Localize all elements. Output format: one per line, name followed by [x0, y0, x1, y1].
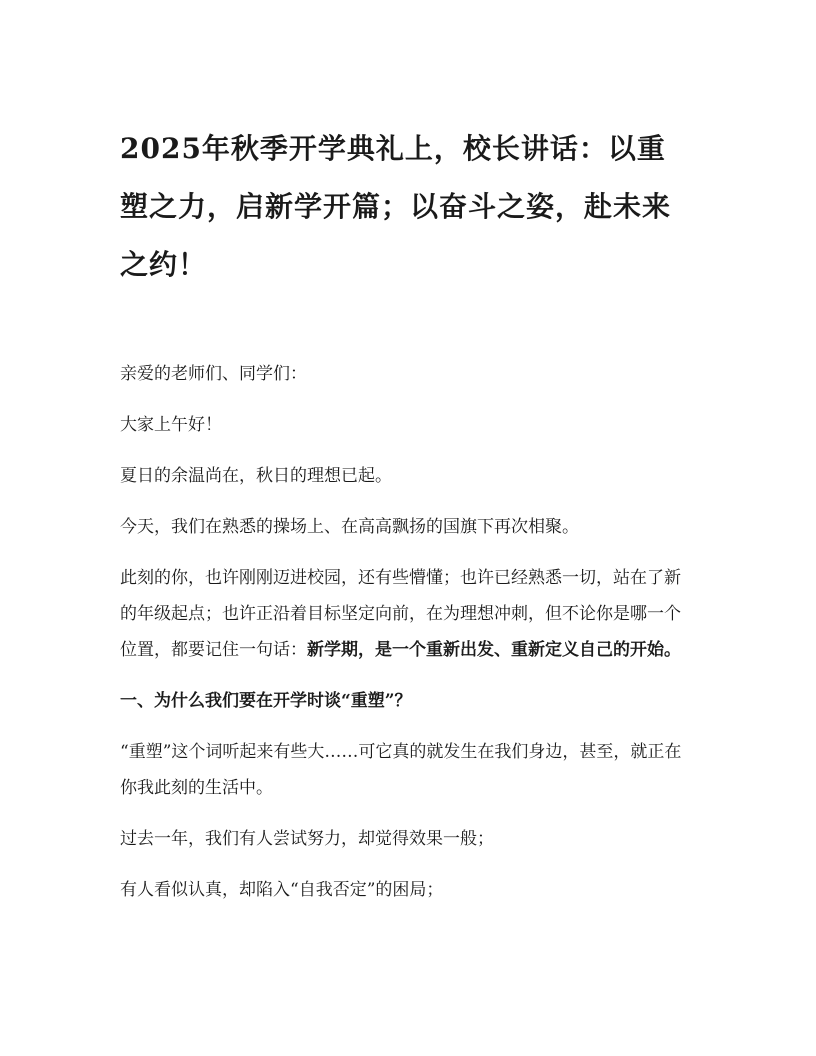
document-content	[120, 120, 686, 923]
paragraph-2: 今天，我们在熟悉的操场上、在高高飘扬的国旗下再次相聚。	[120, 517, 579, 537]
salutation-paragraph: 大家上午好！	[120, 415, 222, 435]
paragraph-3-emphasis: 新学期，是一个重新出发、重新定义自己的开始。	[307, 640, 681, 660]
greeting-paragraph: 亲爱的老师们、同学们：	[120, 364, 307, 384]
document-body	[120, 356, 686, 908]
paragraph-5: 过去一年，我们有人尝试努力，却觉得效果一般；	[120, 829, 494, 849]
paragraph-1: 夏日的余温尚在，秋日的理想已起。	[120, 466, 392, 486]
paragraph-4: “重塑”这个词听起来有些大……可它真的就发生在我们身边，甚至，就正在你我此刻的生活中。	[120, 742, 682, 798]
paragraph-3-text: 此刻的你，也许刚刚迈进校园，还有些懵懂；也许已经熟悉一切，站在了新的年级起点；也许正沿着目标坚定向前，在为理想冲刺，但不论你是哪一个位置，都要记住一句话：	[120, 568, 681, 660]
section-1-heading: 一、为什么我们要在开学时谈“重塑”？	[120, 691, 412, 711]
paragraph-6: 有人看似认真，却陷入“自我否定”的困局；	[120, 880, 444, 900]
paragraph-3	[120, 560, 686, 668]
document-title: 2025年秋季开学典礼上，校长讲话：以重塑之力，启新学开篇；以奋斗之姿，赴未来之约！	[120, 132, 672, 281]
